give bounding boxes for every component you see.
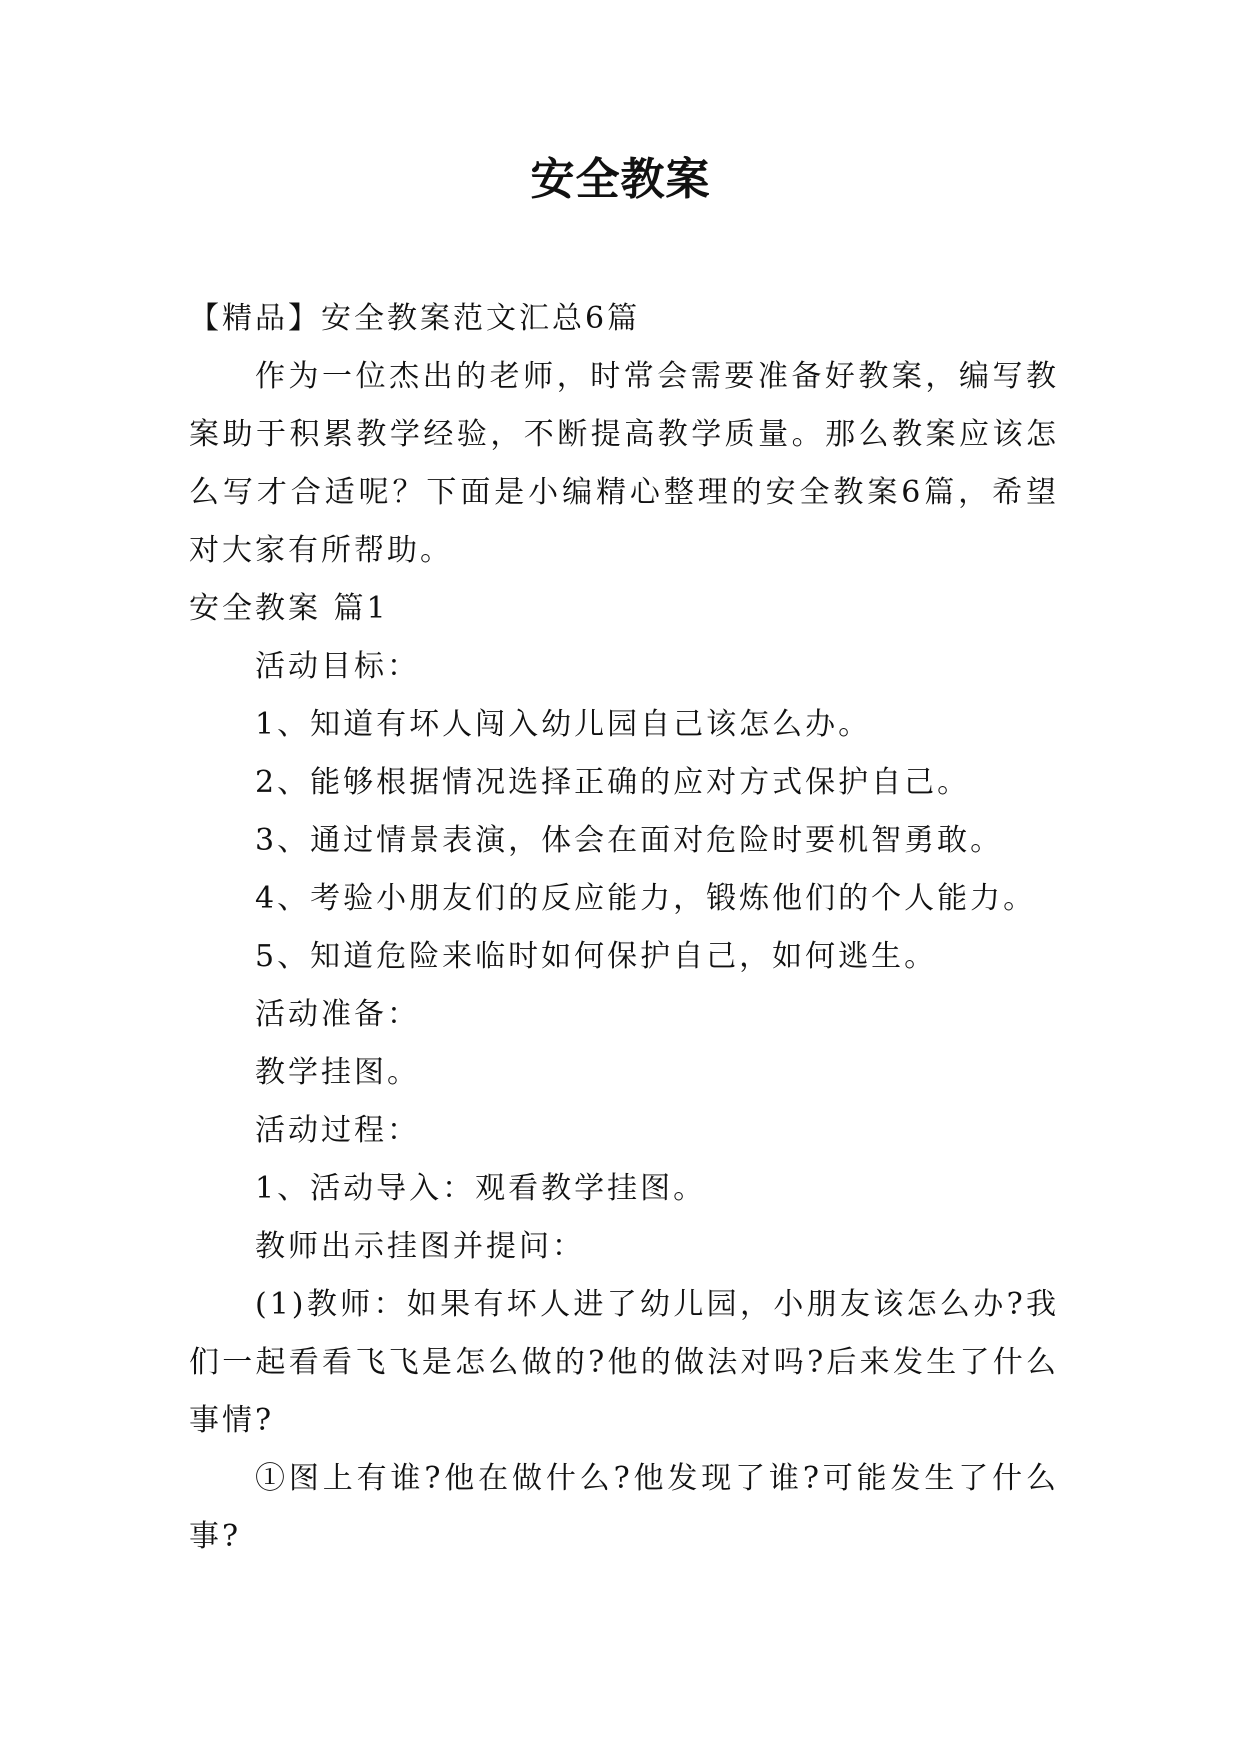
goal-item: 3、通过情景表演，体会在面对危险时要机智勇敢。 [255, 823, 1004, 858]
goal-item: 5、知道危险来临时如何保护自己，如何逃生。 [255, 939, 938, 974]
preparation-item: 教学挂图。 [255, 1055, 420, 1090]
activity-goals-heading: 活动目标： [255, 649, 420, 684]
activity-preparation-heading: 活动准备： [255, 997, 420, 1032]
document-body [189, 290, 1059, 1566]
goal-item: 2、能够根据情况选择正确的应对方式保护自己。 [255, 765, 971, 800]
goal-item: 4、考验小朋友们的反应能力，锻炼他们的个人能力。 [255, 881, 1037, 916]
process-paragraph: 教师出示挂图并提问： [255, 1229, 585, 1264]
goal-item: 1、知道有坏人闯入幼儿园自己该怎么办。 [255, 707, 872, 742]
process-paragraph: (1)教师：如果有坏人进了幼儿园，小朋友该怎么办?我们一起看看飞飞是怎么做的?他的做法对吗?后来发生了什么事情? [189, 1287, 1059, 1438]
process-paragraph: ①图上有谁?他在做什么?他发现了谁?可能发生了什么事? [189, 1461, 1059, 1554]
document-title: 安全教案 [530, 154, 711, 205]
section-heading: 安全教案 篇1 [189, 591, 389, 626]
process-step: 1、活动导入：观看教学挂图。 [255, 1171, 707, 1206]
intro-paragraph: 作为一位杰出的老师，时常会需要准备好教案，编写教案助于积累教学经验，不断提高教学质量。那么教案应该怎么写才合适呢？下面是小编精心整理的安全教案6篇，希望对大家有所帮助。 [189, 359, 1059, 568]
subtitle-paragraph: 【精品】安全教案范文汇总6篇 [189, 301, 641, 336]
activity-process-heading: 活动过程： [255, 1113, 420, 1148]
